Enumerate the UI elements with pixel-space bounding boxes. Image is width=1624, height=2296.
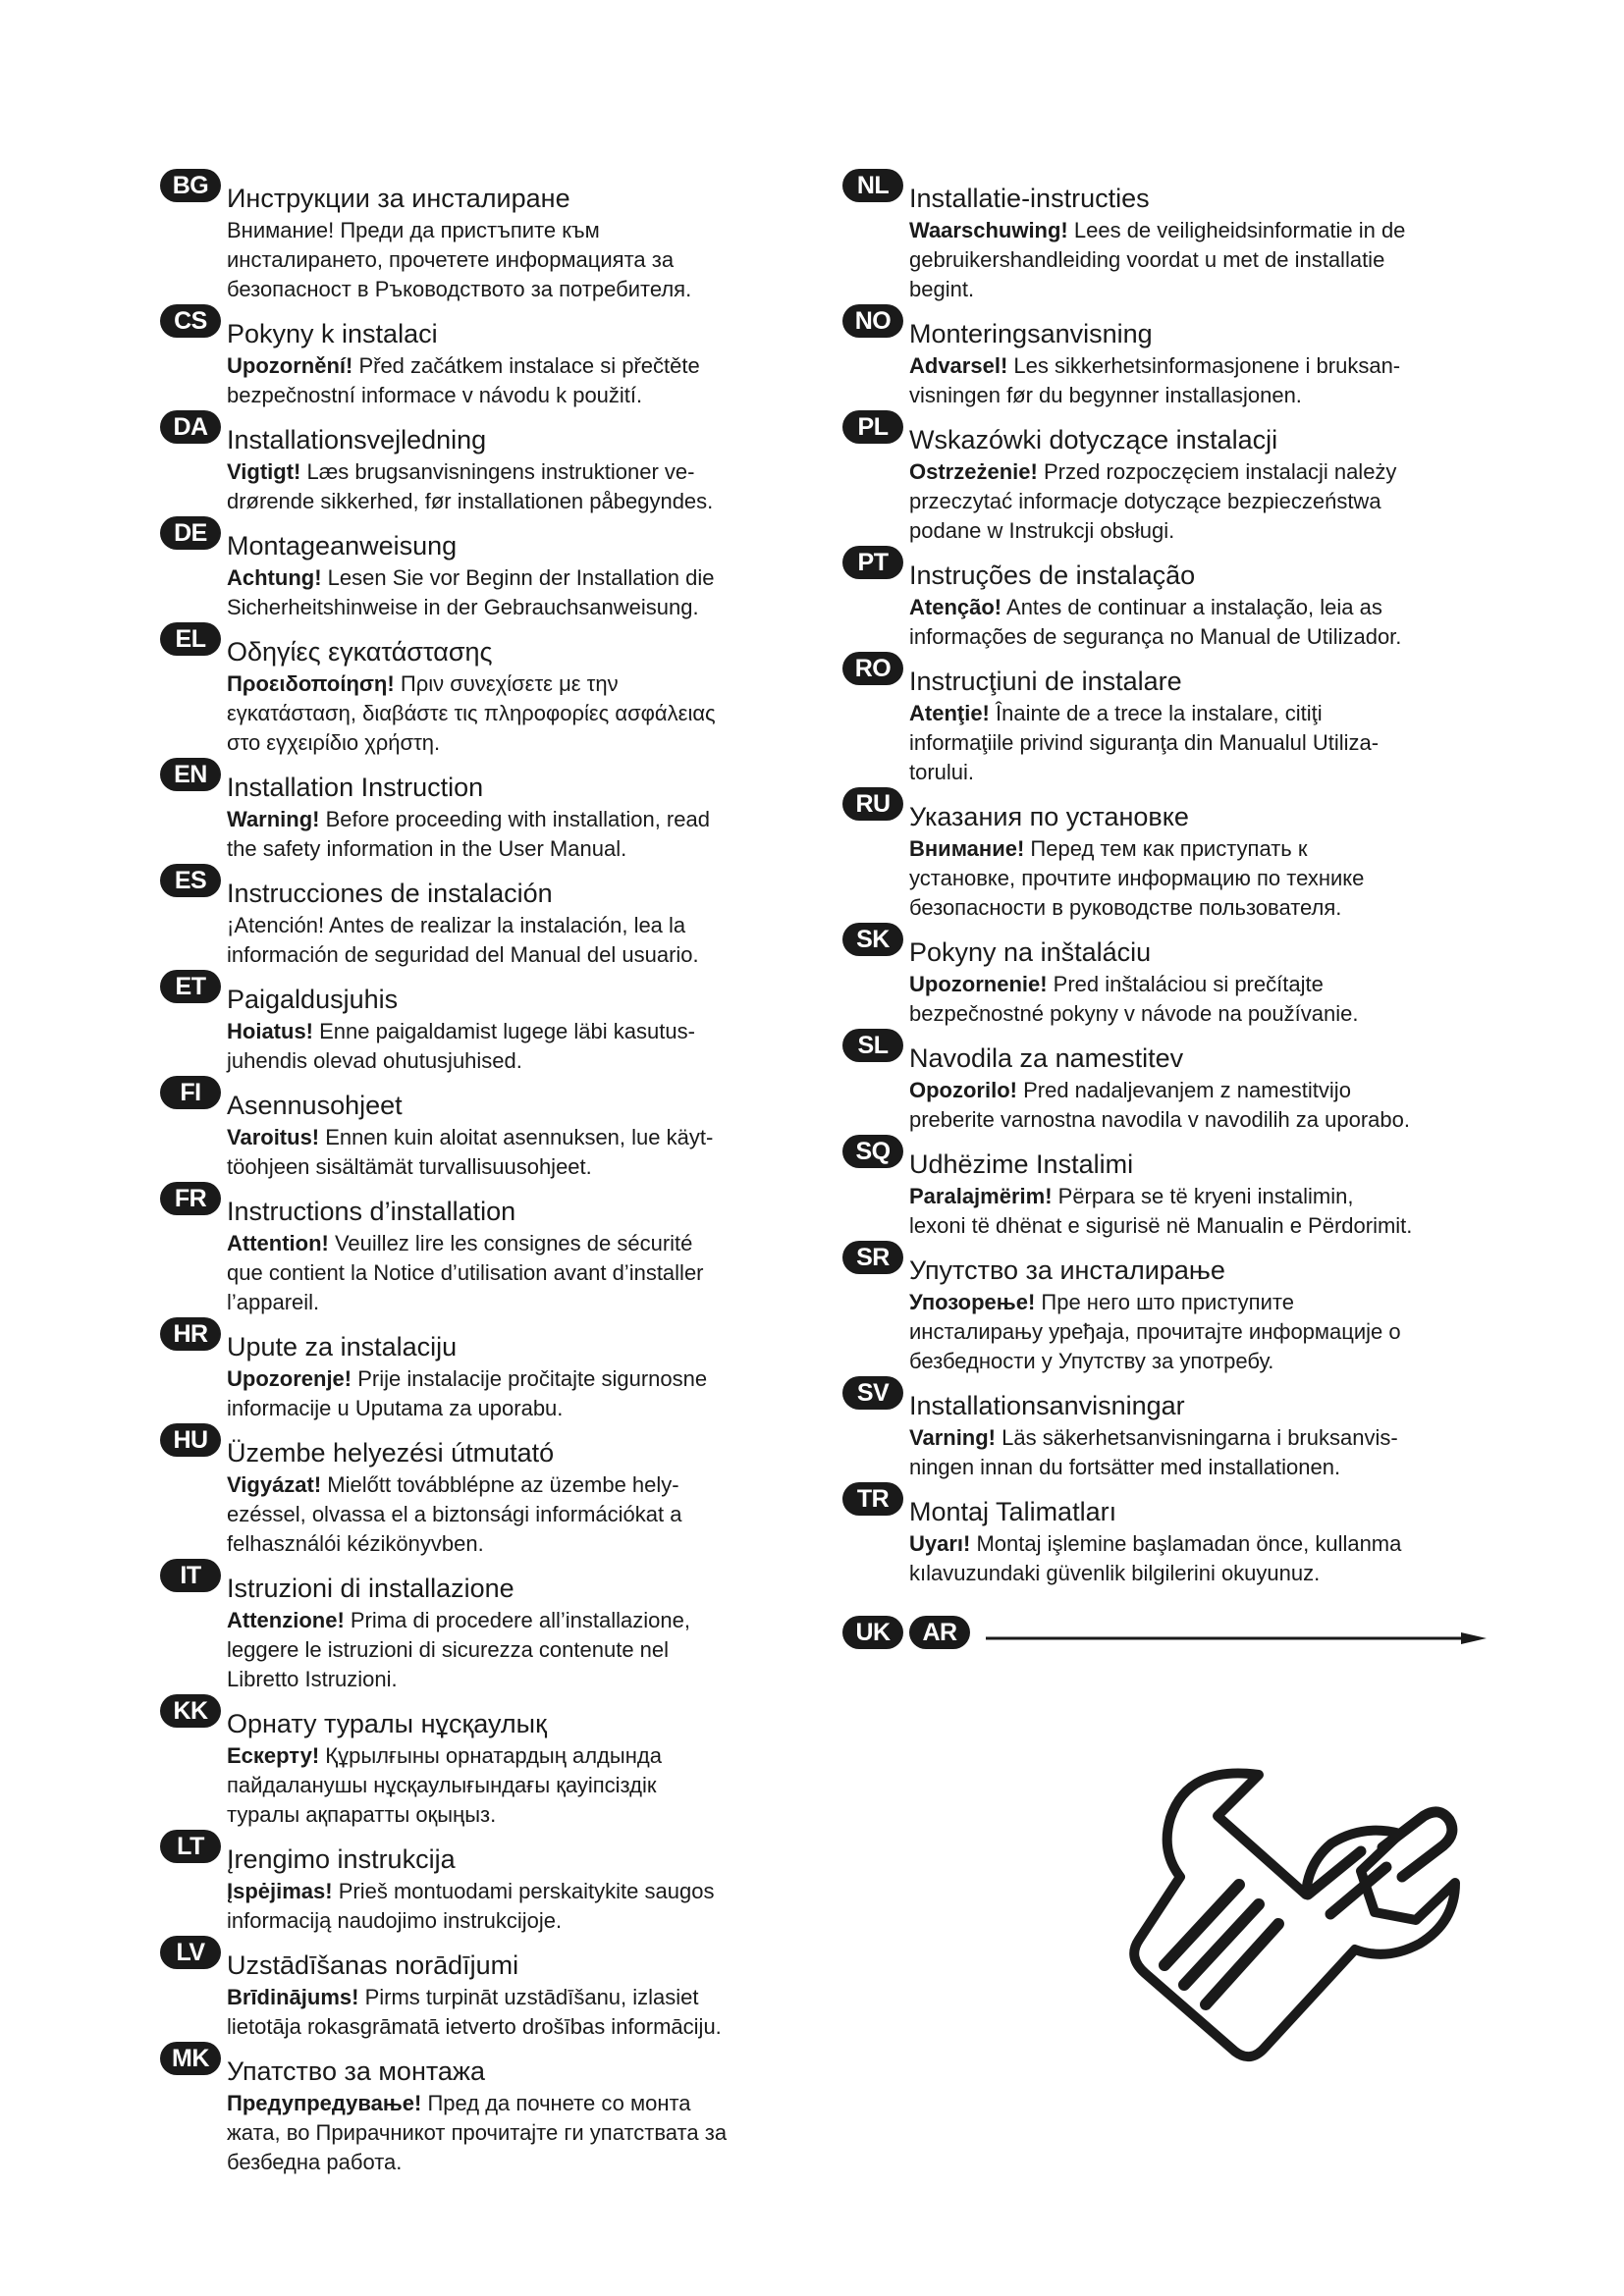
warning-label: Upozorenje! bbox=[227, 1366, 352, 1391]
warning-label: Προειδοποίηση! bbox=[227, 671, 395, 696]
section-body bbox=[909, 1182, 1495, 1241]
body-text: bezpečnostní informace v návodu k použití. bbox=[227, 383, 643, 407]
language-section-hu bbox=[160, 1423, 818, 1559]
body-line bbox=[909, 1347, 1495, 1376]
language-badge-uk: UK bbox=[842, 1616, 903, 1649]
warning-label: Attenzione! bbox=[227, 1608, 345, 1632]
section-title: Instrucţiuni de instalare bbox=[909, 667, 1182, 696]
section-body bbox=[909, 834, 1495, 923]
body-text: Pirms turpināt uzstādīšanu, izlasiet bbox=[358, 1985, 699, 2009]
body-line bbox=[227, 216, 818, 245]
warning-label: Brīdinājums! bbox=[227, 1985, 359, 2009]
language-section-sr bbox=[842, 1241, 1495, 1376]
language-section-ro bbox=[842, 652, 1495, 787]
body-text: инсталирању уређаја, прочитајте информације о bbox=[909, 1319, 1401, 1344]
body-text: Before proceeding with installation, read bbox=[319, 807, 710, 831]
section-body bbox=[227, 805, 818, 864]
body-text: Enne paigaldamist lugege läbi kasutus- bbox=[313, 1019, 695, 1043]
section-body bbox=[227, 1229, 818, 1317]
section-title: Installationsvejledning bbox=[227, 425, 487, 454]
body-text: Пред да почнете со монта bbox=[421, 2091, 691, 2115]
section-title: Istruzioni di installazione bbox=[227, 1574, 514, 1603]
language-badge: NL bbox=[842, 169, 903, 202]
body-line bbox=[227, 245, 818, 275]
warning-label: Vigyázat! bbox=[227, 1472, 322, 1497]
body-line bbox=[909, 758, 1495, 787]
language-badge: HU bbox=[160, 1423, 221, 1457]
section-title: Instrucciones de instalación bbox=[227, 879, 553, 908]
body-line bbox=[909, 1423, 1495, 1453]
language-section-bg bbox=[160, 169, 818, 304]
language-section-pt bbox=[842, 546, 1495, 652]
body-text: leggere le istruzioni di sicurezza contenute nel bbox=[227, 1637, 670, 1662]
body-text: Lees de veiligheidsinformatie in de bbox=[1067, 218, 1406, 242]
body-line bbox=[227, 2089, 818, 2118]
language-section-lv bbox=[160, 1936, 818, 2042]
language-section-fr bbox=[160, 1182, 818, 1317]
body-line bbox=[227, 1470, 818, 1500]
warning-label: Upozornenie! bbox=[909, 972, 1048, 996]
body-line bbox=[227, 1635, 818, 1665]
language-badge: SR bbox=[842, 1241, 903, 1274]
body-text: informacije u Uputama za uporabu. bbox=[227, 1396, 564, 1420]
body-text: Prije instalacije pročitajte sigurnosne bbox=[352, 1366, 708, 1391]
body-text: begint. bbox=[909, 277, 975, 301]
left-column bbox=[160, 169, 818, 2177]
body-text: Перед тем как приступать к bbox=[1024, 836, 1308, 861]
section-title: Pokyny k instalaci bbox=[227, 319, 438, 348]
language-badge: SL bbox=[842, 1029, 903, 1062]
body-text: ¡Atención! Antes de realizar la instalación, lea la bbox=[227, 913, 686, 937]
body-line bbox=[909, 216, 1495, 245]
section-body bbox=[227, 457, 818, 516]
section-body bbox=[227, 1017, 818, 1076]
warning-label: Ескерту! bbox=[227, 1743, 320, 1768]
body-text: Înainte de a trece la instalare, citiţi bbox=[989, 701, 1323, 725]
language-section-de bbox=[160, 516, 818, 622]
section-title: Montageanweisung bbox=[227, 531, 458, 561]
warning-label: Achtung! bbox=[227, 565, 322, 590]
section-title: Pokyny na inštaláciu bbox=[909, 937, 1152, 967]
language-badge: DA bbox=[160, 410, 221, 444]
body-text: podane w Instrukcji obsługi. bbox=[909, 518, 1175, 543]
language-badge: IT bbox=[160, 1559, 221, 1592]
body-line bbox=[227, 2012, 818, 2042]
section-body bbox=[909, 699, 1495, 787]
section-title: Орнату туралы нұсқаулық bbox=[227, 1709, 547, 1738]
body-text: Ennen kuin aloitat asennuksen, lue käyt- bbox=[319, 1125, 714, 1149]
language-section-fi bbox=[160, 1076, 818, 1182]
body-line bbox=[909, 516, 1495, 546]
body-line bbox=[227, 2118, 818, 2148]
section-body bbox=[909, 1423, 1495, 1482]
body-text: visningen før du begynner installasjonen. bbox=[909, 383, 1302, 407]
section-body bbox=[909, 970, 1495, 1029]
body-text: εγκατάσταση, διαβάστε τις πληροφορίες ασφάλειας bbox=[227, 701, 716, 725]
section-title: Οδηγίες εγκατάστασης bbox=[227, 637, 493, 667]
language-badge: MK bbox=[160, 2042, 221, 2075]
section-title: Installationsanvisningar bbox=[909, 1391, 1185, 1420]
body-text: Πριν συνεχίσετε με την bbox=[394, 671, 619, 696]
section-body bbox=[227, 1123, 818, 1182]
body-text: informações de segurança no Manual de Utilizador. bbox=[909, 624, 1402, 649]
body-line bbox=[227, 911, 818, 940]
body-line bbox=[227, 1229, 818, 1258]
warning-label: Advarsel! bbox=[909, 353, 1008, 378]
section-title: Uzstādīšanas norādījumi bbox=[227, 1950, 519, 1980]
section-body bbox=[909, 216, 1495, 304]
body-text: Veuillez lire les consignes de sécurité bbox=[328, 1231, 693, 1255]
body-text: Pred nadaljevanjem z namestitvijo bbox=[1016, 1078, 1351, 1102]
section-title: Указания по установке bbox=[909, 802, 1189, 831]
section-body bbox=[227, 1983, 818, 2042]
body-line bbox=[227, 487, 818, 516]
body-text: gebruikershandleiding voordat u met de installatie bbox=[909, 247, 1385, 272]
body-text: Pred inštaláciou si prečítajte bbox=[1047, 972, 1324, 996]
section-body bbox=[909, 1529, 1495, 1588]
warning-label: Vigtigt! bbox=[227, 459, 301, 484]
section-body bbox=[227, 1364, 818, 1423]
body-line bbox=[227, 1394, 818, 1423]
language-badge: ET bbox=[160, 970, 221, 1003]
body-line bbox=[909, 1453, 1495, 1482]
body-text: lexoni të dhënat e sigurisë në Manualin e Përdorimit. bbox=[909, 1213, 1413, 1238]
section-body bbox=[909, 457, 1495, 546]
language-badge: BG bbox=[160, 169, 221, 202]
section-title: Installation Instruction bbox=[227, 773, 484, 802]
language-section-et bbox=[160, 970, 818, 1076]
language-badge: ES bbox=[160, 864, 221, 897]
language-section-tr bbox=[842, 1482, 1495, 1588]
body-line bbox=[227, 381, 818, 410]
language-section-sl bbox=[842, 1029, 1495, 1135]
warning-label: Atenção! bbox=[909, 595, 1002, 619]
section-title: Paigaldusjuhis bbox=[227, 985, 399, 1014]
section-title: Упутство за инсталирање bbox=[909, 1255, 1225, 1285]
section-title: Udhëzime Instalimi bbox=[909, 1149, 1134, 1179]
body-line bbox=[909, 245, 1495, 275]
body-line bbox=[227, 351, 818, 381]
body-text: Lesen Sie vor Beginn der Installation die bbox=[321, 565, 715, 590]
body-line bbox=[909, 970, 1495, 999]
body-line bbox=[227, 669, 818, 699]
uk-ar-reference bbox=[842, 1616, 1495, 1655]
language-badge: PT bbox=[842, 546, 903, 579]
language-section-lt bbox=[160, 1830, 818, 1936]
language-badge: PL bbox=[842, 410, 903, 444]
body-line bbox=[227, 1500, 818, 1529]
body-line bbox=[227, 1606, 818, 1635]
body-text: drørende sikkerhed, før installationen påbegyndes. bbox=[227, 489, 714, 513]
language-section-pl bbox=[842, 410, 1495, 546]
section-title: Įrengimo instrukcija bbox=[227, 1844, 456, 1874]
body-line bbox=[227, 1906, 818, 1936]
body-text: Les sikkerhetsinformasjonene i bruksan- bbox=[1007, 353, 1401, 378]
warning-label: Paralajmërim! bbox=[909, 1184, 1053, 1208]
body-line bbox=[227, 593, 818, 622]
language-section-da bbox=[160, 410, 818, 516]
body-text: στο εγχειρίδιο χρήστη. bbox=[227, 730, 441, 755]
warning-label: Hoiatus! bbox=[227, 1019, 313, 1043]
body-line bbox=[227, 1771, 818, 1800]
section-title: Montaj Talimatları bbox=[909, 1497, 1117, 1526]
section-title: Упатство за монтажа bbox=[227, 2056, 486, 2086]
body-line bbox=[909, 1182, 1495, 1211]
body-text: пайдаланушы нұсқаулығындағы қауіпсіздік bbox=[227, 1773, 657, 1797]
body-line bbox=[909, 699, 1495, 728]
language-badge: FR bbox=[160, 1182, 221, 1215]
language-section-sv bbox=[842, 1376, 1495, 1482]
body-line bbox=[909, 834, 1495, 864]
body-text: kılavuzundaki güvenlik bilgilerini okuyunuz. bbox=[909, 1561, 1321, 1585]
section-body bbox=[227, 911, 818, 970]
language-section-kk bbox=[160, 1694, 818, 1830]
body-text: przeczytać informacje dotyczące bezpieczeństwa bbox=[909, 489, 1381, 513]
section-title: Installatie-instructies bbox=[909, 184, 1150, 213]
body-line bbox=[909, 1529, 1495, 1559]
body-line bbox=[227, 2148, 818, 2177]
warning-label: Upozornění! bbox=[227, 353, 353, 378]
language-section-no bbox=[842, 304, 1495, 410]
body-text: ningen innan du fortsätter med installationen. bbox=[909, 1455, 1341, 1479]
language-badge: SK bbox=[842, 923, 903, 956]
language-section-mk bbox=[160, 2042, 818, 2177]
warning-label: Предупредување! bbox=[227, 2091, 422, 2115]
body-text: lietotāja rokasgrāmatā ietverto drošības informāciju. bbox=[227, 2014, 722, 2039]
body-line bbox=[227, 1258, 818, 1288]
language-badge: TR bbox=[842, 1482, 903, 1516]
section-title: Инструкции за инсталиране bbox=[227, 184, 570, 213]
warning-label: Įspėjimas! bbox=[227, 1879, 333, 1903]
body-text: безопасност в Ръководството за потребителя. bbox=[227, 277, 692, 301]
body-line bbox=[227, 1665, 818, 1694]
language-badge: SV bbox=[842, 1376, 903, 1410]
language-badge: HR bbox=[160, 1317, 221, 1351]
warning-label: Упозорење! bbox=[909, 1290, 1036, 1314]
warning-label: Uyarı! bbox=[909, 1531, 971, 1556]
section-body bbox=[227, 351, 818, 410]
body-line bbox=[909, 275, 1495, 304]
section-title: Monteringsanvisning bbox=[909, 319, 1153, 348]
section-body bbox=[227, 1877, 818, 1936]
body-text: Prieš montuodami perskaitykite saugos bbox=[332, 1879, 715, 1903]
language-badge: EL bbox=[160, 622, 221, 656]
body-text: que contient la Notice d’utilisation avant d’installer bbox=[227, 1260, 704, 1285]
body-text: Sicherheitshinweise in der Gebrauchsanweisung. bbox=[227, 595, 699, 619]
body-text: juhendis olevad ohutusjuhised. bbox=[227, 1048, 522, 1073]
body-line bbox=[227, 699, 818, 728]
body-line bbox=[227, 563, 818, 593]
warning-label: Warning! bbox=[227, 807, 320, 831]
body-line bbox=[909, 864, 1495, 893]
body-text: Montaj işlemine başlamadan önce, kullanma bbox=[970, 1531, 1402, 1556]
body-text: torului. bbox=[909, 760, 975, 784]
section-body bbox=[227, 216, 818, 304]
arrow-right-icon bbox=[986, 1632, 1487, 1644]
section-title: Instruções de instalação bbox=[909, 561, 1196, 590]
section-body bbox=[909, 1288, 1495, 1376]
body-text: felhasználói kézikönyvben. bbox=[227, 1531, 484, 1556]
body-line bbox=[227, 1017, 818, 1046]
section-body bbox=[909, 351, 1495, 410]
body-line bbox=[909, 351, 1495, 381]
language-badge: EN bbox=[160, 758, 221, 791]
body-text: töohjeen sisältämät turvallisuusohjeet. bbox=[227, 1154, 592, 1179]
section-body bbox=[227, 2089, 818, 2177]
warning-label: Atenţie! bbox=[909, 701, 990, 725]
body-line bbox=[227, 1529, 818, 1559]
body-line bbox=[227, 1046, 818, 1076]
language-section-sq bbox=[842, 1135, 1495, 1241]
body-line bbox=[909, 1105, 1495, 1135]
body-line bbox=[227, 1152, 818, 1182]
section-title: Asennusohjeet bbox=[227, 1091, 403, 1120]
body-line bbox=[909, 999, 1495, 1029]
body-line bbox=[227, 1288, 818, 1317]
body-text: Przed rozpoczęciem instalacji należy bbox=[1037, 459, 1397, 484]
body-text: инсталирането, прочетете информацията за bbox=[227, 247, 675, 272]
language-section-cs bbox=[160, 304, 818, 410]
language-badge: CS bbox=[160, 304, 221, 338]
body-text: Před začátkem instalace si přečtěte bbox=[352, 353, 700, 378]
section-title: Upute za instalaciju bbox=[227, 1332, 458, 1362]
body-text: Құрылғыны орнатардың алдында bbox=[319, 1743, 662, 1768]
body-text: Antes de continuar a instalação, leia as bbox=[1001, 595, 1382, 619]
body-text: безбедна работа. bbox=[227, 2150, 403, 2174]
section-body bbox=[909, 1076, 1495, 1135]
body-line bbox=[909, 622, 1495, 652]
section-body bbox=[909, 593, 1495, 652]
warning-label: Varning! bbox=[909, 1425, 997, 1450]
body-line bbox=[909, 1211, 1495, 1241]
body-line bbox=[909, 728, 1495, 758]
body-line bbox=[909, 593, 1495, 622]
language-section-es bbox=[160, 864, 818, 970]
body-text: туралы ақпаратты оқыңыз. bbox=[227, 1802, 497, 1827]
body-text: Përpara se të kryeni instalimin, bbox=[1052, 1184, 1354, 1208]
warning-label: Attention! bbox=[227, 1231, 329, 1255]
section-body bbox=[227, 563, 818, 622]
language-section-sk bbox=[842, 923, 1495, 1029]
body-text: безбедности у Упутству за употребу. bbox=[909, 1349, 1274, 1373]
language-badge: NO bbox=[842, 304, 903, 338]
language-section-en bbox=[160, 758, 818, 864]
body-text: Læs brugsanvisningens instruktioner ve- bbox=[300, 459, 695, 484]
body-text: informaţiile privind siguranţa din Manualul Utiliza- bbox=[909, 730, 1380, 755]
language-section-nl bbox=[842, 169, 1495, 304]
body-text: Пре него што приступите bbox=[1035, 1290, 1294, 1314]
body-text: l’appareil. bbox=[227, 1290, 320, 1314]
language-section-it bbox=[160, 1559, 818, 1694]
section-title: Wskazówki dotyczące instalacji bbox=[909, 425, 1278, 454]
warning-label: Внимание! bbox=[909, 836, 1025, 861]
body-text: Läs säkerhetsanvisningarna i bruksanvis- bbox=[996, 1425, 1398, 1450]
body-line bbox=[227, 275, 818, 304]
language-badge: RU bbox=[842, 787, 903, 821]
section-title: Navodila za namestitev bbox=[909, 1043, 1184, 1073]
language-section-el bbox=[160, 622, 818, 758]
warning-label: Opozorilo! bbox=[909, 1078, 1017, 1102]
body-line bbox=[909, 1076, 1495, 1105]
body-line bbox=[909, 1317, 1495, 1347]
body-text: preberite varnostna navodila v navodilih za uporabo. bbox=[909, 1107, 1410, 1132]
section-body bbox=[227, 1470, 818, 1559]
language-badge: KK bbox=[160, 1694, 221, 1728]
body-line bbox=[909, 457, 1495, 487]
body-line bbox=[227, 1877, 818, 1906]
warning-label: Varoitus! bbox=[227, 1125, 320, 1149]
section-title: Instructions d’installation bbox=[227, 1197, 516, 1226]
body-line bbox=[909, 381, 1495, 410]
body-text: Libretto Istruzioni. bbox=[227, 1667, 398, 1691]
body-line bbox=[909, 893, 1495, 923]
body-line bbox=[909, 1288, 1495, 1317]
right-column bbox=[842, 169, 1495, 1588]
body-line bbox=[227, 1364, 818, 1394]
body-line bbox=[227, 1800, 818, 1830]
body-text: Внимание! Преди да пристъпите към bbox=[227, 218, 600, 242]
language-badge: SQ bbox=[842, 1135, 903, 1168]
warning-label: Ostrzeżenie! bbox=[909, 459, 1038, 484]
body-text: Prima di procedere all’installazione, bbox=[344, 1608, 690, 1632]
language-badge: LV bbox=[160, 1936, 221, 1969]
language-section-hr bbox=[160, 1317, 818, 1423]
body-line bbox=[227, 457, 818, 487]
language-section-ru bbox=[842, 787, 1495, 923]
body-text: установке, прочтите информацию по технике bbox=[909, 866, 1365, 890]
section-body bbox=[227, 1606, 818, 1694]
body-line bbox=[909, 487, 1495, 516]
body-text: bezpečnostné pokyny v návode na používanie. bbox=[909, 1001, 1359, 1026]
body-text: informaciją naudojimo instrukcijoje. bbox=[227, 1908, 563, 1933]
body-text: безопасности в руководстве пользователя. bbox=[909, 895, 1342, 920]
language-badge: FI bbox=[160, 1076, 221, 1109]
body-text: жата, во Прирачникот прочитајте ги упатствата за bbox=[227, 2120, 728, 2145]
warning-label: Waarschuwing! bbox=[909, 218, 1068, 242]
body-line bbox=[227, 940, 818, 970]
body-line bbox=[227, 1741, 818, 1771]
body-line bbox=[909, 1559, 1495, 1588]
body-line bbox=[227, 834, 818, 864]
body-line bbox=[227, 805, 818, 834]
body-text: ezéssel, olvassa el a biztonsági információkat a bbox=[227, 1502, 682, 1526]
language-badge: RO bbox=[842, 652, 903, 685]
section-body bbox=[227, 1741, 818, 1830]
section-title: Üzembe helyezési útmutató bbox=[227, 1438, 555, 1468]
wrench-screwdriver-icon bbox=[1129, 1757, 1502, 2150]
body-line bbox=[227, 1983, 818, 2012]
language-badge: LT bbox=[160, 1830, 221, 1863]
body-text: the safety information in the User Manual. bbox=[227, 836, 627, 861]
language-badge-ar: AR bbox=[909, 1616, 970, 1649]
language-badge: DE bbox=[160, 516, 221, 550]
body-line bbox=[227, 728, 818, 758]
body-text: Mielőtt továbblépne az üzembe hely- bbox=[321, 1472, 679, 1497]
section-body bbox=[227, 669, 818, 758]
body-line bbox=[227, 1123, 818, 1152]
body-text: información de seguridad del Manual del usuario. bbox=[227, 942, 699, 967]
